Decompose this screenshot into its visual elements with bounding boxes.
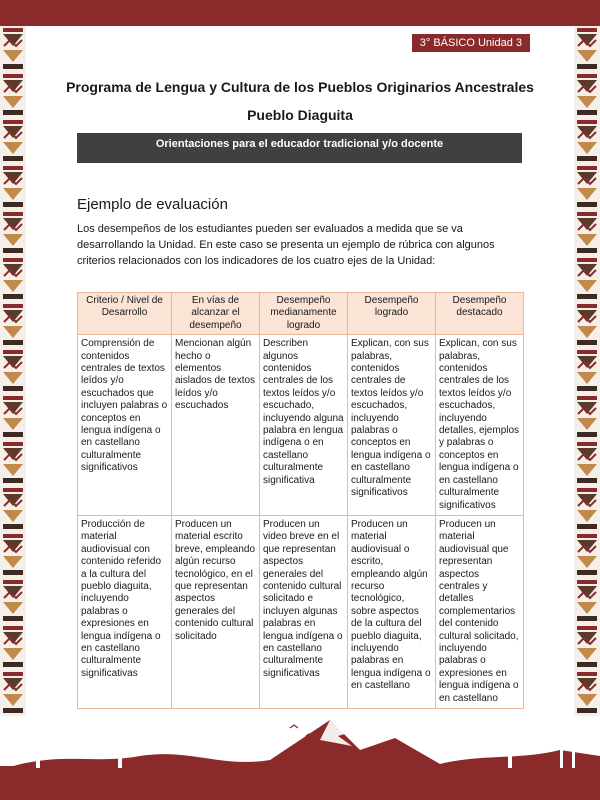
rubric-table — [77, 292, 524, 709]
table-cell: Producen un material escrito breve, empleando algún recurso tecnológico, en el que representan aspectos generales del contenido cultural solicitado — [172, 515, 260, 708]
orientation-banner: Orientaciones para el educador tradicional y/o docente — [77, 133, 522, 163]
column-header: Desempeño logrado — [348, 293, 436, 335]
table-cell: Explican, con sus palabras, contenidos centrales de textos leídos y/o escuchados, incluyendo palabras o conceptos en lengua indígena o en castellano culturalmente significativos — [348, 335, 436, 516]
page-title: Programa de Lengua y Cultura de los Pueblos Originarios Ancestrales — [66, 79, 534, 95]
table-row — [78, 515, 524, 708]
table-row — [78, 335, 524, 516]
table-cell: Describen algunos contenidos centrales de los textos leídos y/o escuchado, incluyendo alguna palabra en lengua indígena o en castellano culturalmente significativa — [260, 335, 348, 516]
table-cell: Producen un material audiovisual que representan aspectos centrales y detalles complementarios del contenido cultural solicitado, incluyendo palabras o expresiones en lengua indígena o en castellano — [436, 515, 524, 708]
column-header: En vías de alcanzar el desempeño — [172, 293, 260, 335]
top-bar — [0, 0, 600, 26]
left-decorative-border — [0, 26, 26, 716]
section-title: Ejemplo de evaluación — [77, 196, 228, 213]
table-cell: Producen un video breve en el que representan aspectos generales del contenido cultural solicitado e incluyen algunas palabras en lengua indígena o en castellano culturalmente significativas — [260, 515, 348, 708]
table-cell: Comprensión de contenidos centrales de textos leídos y/o escuchados que incluyen palabras o conceptos en lengua indígena o en castellano culturalmente significativos — [78, 335, 172, 516]
column-header: Desempeño destacado — [436, 293, 524, 335]
page-subtitle: Pueblo Diaguita — [247, 107, 353, 123]
grade-unit-badge: 3° BÁSICO Unidad 3 — [412, 34, 530, 52]
right-decorative-border — [574, 26, 600, 716]
column-header: Criterio / Nivel de Desarrollo — [78, 293, 172, 335]
footer-landscape-illustration — [0, 710, 600, 800]
table-cell: Explican, con sus palabras, contenidos centrales de los textos leídos y/o escuchados, incluyendo detalles, ejemplos y palabras o conceptos en lengua indígena o en castellano culturalmente significativos — [436, 335, 524, 516]
rubric-header-row — [78, 293, 524, 335]
table-cell: Producen un material audiovisual o escrito, empleando algún recurso tecnológico, sobre aspectos de la cultura del pueblo diaguita, incluyendo palabras en lengua indígena o en castellano — [348, 515, 436, 708]
intro-paragraph: Los desempeños de los estudiantes pueden ser evaluados a medida que se va desarrollando la Unidad. En este caso se presenta un ejemplo de rúbrica con algunos criterios relacionados con los indicadores de los cuatro ejes de la Unidad: — [77, 223, 495, 267]
table-cell: Producción de material audiovisual con contenido referido a la cultura del pueblo diaguita, incluyendo palabras o expresiones en lengua indígena o en castellano culturalmente significativas — [78, 515, 172, 708]
table-cell: Mencionan algún hecho o elementos aislados de textos leídos y/o escuchados — [172, 335, 260, 516]
column-header: Desempeño medianamente logrado — [260, 293, 348, 335]
